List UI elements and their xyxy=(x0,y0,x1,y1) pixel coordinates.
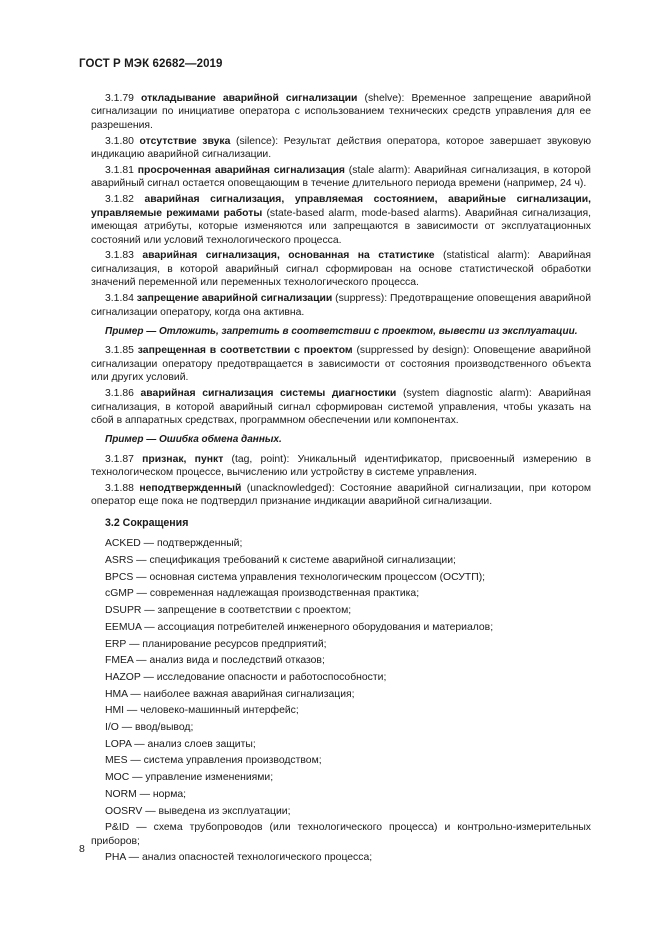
definition-number: 3.1.81 xyxy=(105,165,134,177)
definition-number: 3.1.79 xyxy=(105,93,134,104)
abbreviation-item: ASRS — спецификация требований к системе аварийной сигнализации; xyxy=(105,554,456,566)
abbreviation-item: PHA — анализ опасностей технологического процесса; xyxy=(105,852,373,864)
definition-term: просроченная аварийная сигнализация xyxy=(137,165,345,177)
definition-entry xyxy=(91,193,591,247)
definition-number: 3.1.82 xyxy=(105,194,134,206)
definition-number: 3.1.86 xyxy=(105,388,134,400)
example-note: Пример — Отложить, запретить в соответствии с проектом, вывести из эксплуатации. xyxy=(105,326,578,337)
definition-text: (stale alarm): Аварийная сигнализация, в которой аварийный сигнал остается оповещающим в течение длительного периода времени (например, 24 ч). xyxy=(91,165,591,190)
abbreviation-item: NORM — норма; xyxy=(105,788,187,800)
definition-term: неподтвержденный xyxy=(139,483,242,495)
definition-entry xyxy=(91,249,591,289)
abbreviation-item: MOC — управление изменениями; xyxy=(105,772,274,784)
abbreviations-list xyxy=(91,537,591,864)
page-number: 8 xyxy=(79,843,85,855)
definition-entry xyxy=(91,292,591,319)
abbreviation-item: EEMUA — ассоциация потребителей инженерного оборудования и материалов; xyxy=(105,621,494,633)
definition-term: аварийная сигнализация системы диагностики xyxy=(140,388,397,400)
abbreviation-item: BPCS — основная система управления технологическим процессом (ОСУТП); xyxy=(105,571,486,583)
definition-text: (suppressed by design): Оповещение аварийной сигнализации оператору предотвращается в зависимости от состояния производственного объекта или других условий. xyxy=(91,345,591,384)
definition-entry xyxy=(91,482,591,509)
definition-text: (system diagnostic alarm): Аварийная сигнализация, в которой аварийный сигнал сформирован системой управления, чтобы указать на сбой в аппаратных средствах, программном обеспечении или компонентах. xyxy=(91,388,591,426)
abbreviation-item: FMEA — анализ вида и последствий отказов; xyxy=(105,655,325,667)
definition-term: запрещенная в соответствии с проектом xyxy=(137,345,353,357)
abbreviation-item: cGMP — современная надлежащая производственная практика; xyxy=(105,588,420,600)
definition-number: 3.1.85 xyxy=(105,345,134,357)
abbreviation-item: HAZOP — исследование опасности и работоспособности; xyxy=(105,671,387,683)
definition-term: аварийная сигнализация, управляемая состоянием, аварийные сигнализации, управляемые режимами работы xyxy=(91,194,591,219)
definition-text: (statistical alarm): Аварийная сигнализация, в которой аварийный сигнал сформирован на основе статистической обработки значений переменной или переменных технологического процесса. xyxy=(91,250,591,289)
definition-text: (shelve): Временное запрещение аварийной сигнализации по инициативе оператора с использованием технических средств управления для ее разрешения. xyxy=(91,93,592,131)
abbreviation-item: HMA — наиболее важная аварийная сигнализация; xyxy=(105,688,355,700)
definition-entry xyxy=(91,344,591,384)
abbreviation-item: DSUPR — запрещение в соответствии с проектом; xyxy=(105,605,352,617)
definition-term: признак, пункт xyxy=(142,453,224,465)
definition-text: (silence): Результат действия оператора, которое завершает звуковую индикацию аварийной сигнализации. xyxy=(91,135,592,161)
definition-text: (state-based alarm, mode-based alarms). Аварийная сигнализация, имеющая атрибуты, которые изменяются или запрещаются в зависимости от эксплуатационных состояний или условий технологического процесса. xyxy=(91,207,591,246)
definition-number: 3.1.88 xyxy=(105,483,134,495)
definition-term: запрещение аварийной сигнализации xyxy=(136,293,333,305)
example-note: Пример — Ошибка обмена данных. xyxy=(105,434,282,446)
abbreviation-item: P&ID — схема трубопроводов (или технологического процесса) и контрольно-измерительных приборов; xyxy=(91,822,591,847)
abbreviation-item: ERP — планирование ресурсов предприятий; xyxy=(105,638,327,650)
definition-text: (tag, point): Уникальный идентификатор, присвоенный измерению в технологическом процессе, вычислению или устройству в системе управления. xyxy=(91,453,592,479)
definitions-group-a xyxy=(91,92,591,319)
definition-term: откладывание аварийной сигнализации xyxy=(140,93,358,104)
abbreviation-item: I/O — ввод/вывод; xyxy=(105,722,194,734)
definition-entry xyxy=(91,92,591,132)
definition-term: отсутствие звука xyxy=(139,135,231,147)
definitions-group-b xyxy=(91,344,591,427)
definition-number: 3.1.80 xyxy=(105,135,134,147)
abbreviation-item: HMI — человеко-машинный интерфейс; xyxy=(105,705,299,717)
abbreviation-item: MES — система управления производством; xyxy=(105,755,322,767)
abbreviation-item: ACKED — подтвержденный; xyxy=(105,538,243,550)
definition-number: 3.1.83 xyxy=(105,250,134,262)
definition-term: аварийная сигнализация, основанная на статистике xyxy=(142,250,435,262)
definition-entry xyxy=(91,135,591,162)
section-title: 3.2 Сокращения xyxy=(105,516,189,529)
definition-number: 3.1.84 xyxy=(105,293,134,305)
definition-entry xyxy=(91,453,591,480)
definitions-group-c xyxy=(91,453,591,509)
definition-text: (suppress): Предотвращение оповещения аварийной сигнализации оператору, когда она активна. xyxy=(91,293,592,318)
definition-entry xyxy=(91,387,591,427)
document-header: ГОСТ Р МЭК 62682—2019 xyxy=(79,58,223,70)
page-body xyxy=(91,92,591,868)
abbreviation-item: LOPA — анализ слоев защиты; xyxy=(105,738,256,750)
abbreviation-item: OOSRV — выведена из эксплуатации; xyxy=(105,805,291,817)
definition-entry xyxy=(91,164,591,191)
definition-text: (unacknowledged): Состояние аварийной сигнализации, при котором оператор еще пока не подтвердил признание индикации аварийной сигнализации. xyxy=(91,483,591,508)
definition-number: 3.1.87 xyxy=(105,453,134,465)
